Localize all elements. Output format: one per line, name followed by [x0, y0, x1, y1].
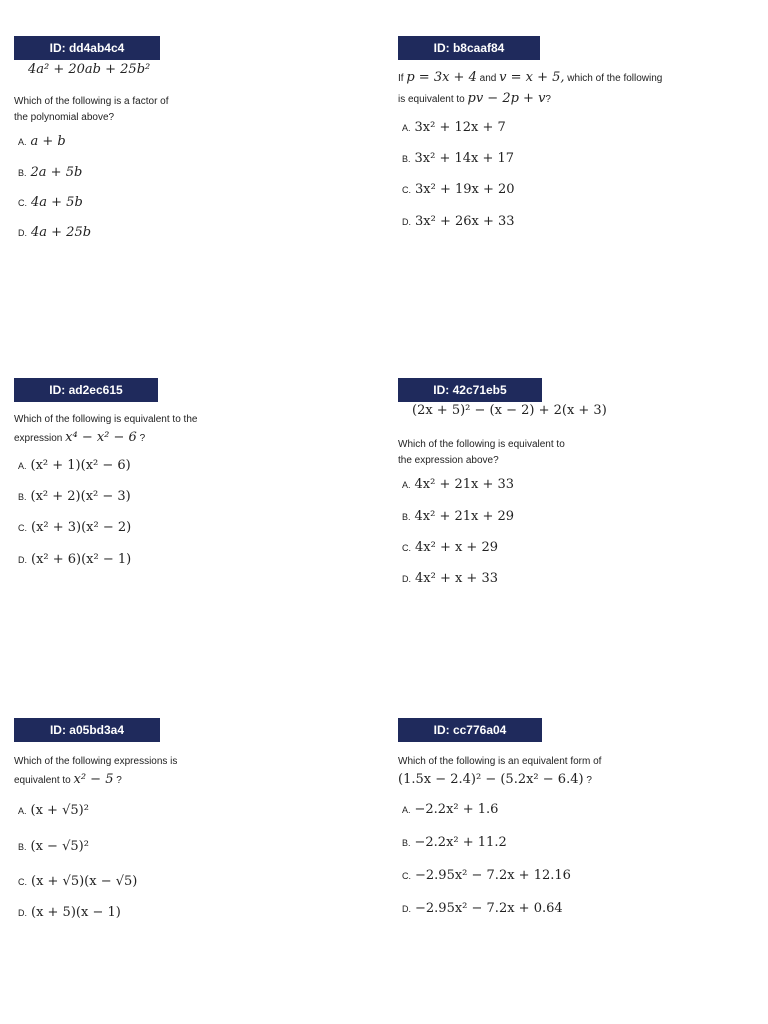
choice-letter: B. — [18, 842, 27, 852]
stem-line — [398, 70, 662, 87]
choice-value: (x + √5)(x − √5) — [31, 874, 138, 889]
choice-c[interactable] — [402, 868, 571, 883]
question-id-badge: ID: cc776a04 — [398, 718, 542, 742]
stem-text: is equivalent to — [398, 94, 465, 105]
choice-d[interactable] — [402, 214, 515, 229]
choice-letter: C. — [402, 543, 411, 553]
choice-letter: C. — [402, 871, 411, 881]
choice-letter: D. — [18, 908, 27, 918]
choice-letter: B. — [18, 168, 27, 178]
choice-letter: D. — [402, 574, 411, 584]
stem-text: ? — [116, 775, 122, 786]
choice-letter: B. — [402, 512, 411, 522]
question-id-badge: ID: dd4ab4c4 — [14, 36, 160, 60]
stem-line: Which of the following is an equivalent form of — [398, 756, 602, 767]
choice-a[interactable] — [402, 802, 498, 817]
choice-d[interactable] — [402, 901, 563, 916]
choice-value: (x + √5)² — [30, 803, 89, 818]
choice-letter: D. — [18, 228, 27, 238]
question-id-badge: ID: b8caaf84 — [398, 36, 540, 60]
choice-c[interactable] — [402, 182, 515, 197]
choice-b[interactable] — [402, 835, 507, 850]
stem-math: (1.5x − 2.4)² − (5.2x² − 6.4) — [398, 772, 584, 787]
choice-a[interactable] — [402, 120, 506, 135]
choice-b[interactable] — [402, 151, 514, 166]
choice-b[interactable] — [18, 165, 82, 180]
question-stem — [14, 412, 197, 447]
stem-line — [14, 772, 177, 789]
choice-letter: C. — [18, 877, 27, 887]
question-stem — [14, 754, 177, 789]
question-42c71eb5 — [398, 378, 758, 598]
choice-letter: A. — [18, 137, 27, 147]
stem-text: ? — [586, 775, 592, 786]
choice-value: 4x² + 21x + 33 — [414, 477, 515, 492]
choice-value: 4a + 25b — [31, 225, 92, 240]
choice-b[interactable] — [18, 489, 131, 504]
stem-math: p = 3x + 4 — [406, 70, 477, 85]
choice-value: a + b — [30, 134, 66, 149]
choice-a[interactable] — [18, 134, 66, 149]
choice-value: 3x² + 14x + 17 — [414, 151, 515, 166]
choice-value: −2.2x² + 1.6 — [414, 802, 499, 817]
stem-line — [14, 430, 197, 447]
stem-text: and — [479, 73, 497, 84]
choice-value: 4x² + 21x + 29 — [414, 509, 515, 524]
choice-letter: D. — [402, 217, 411, 227]
choice-value: (x² + 6)(x² − 1) — [31, 552, 132, 567]
question-id-badge: ID: 42c71eb5 — [398, 378, 542, 402]
stem-line: the polynomial above? — [14, 112, 115, 123]
choice-letter: B. — [18, 492, 27, 502]
choice-value: 4x² + x + 33 — [415, 571, 499, 586]
stem-line: the expression above? — [398, 455, 499, 466]
choice-letter: D. — [402, 904, 411, 914]
stem-text: ? — [545, 94, 551, 105]
question-stem — [14, 94, 169, 126]
question-ad2ec615 — [14, 378, 354, 598]
choice-letter: A. — [402, 805, 411, 815]
choice-value: 3x² + 19x + 20 — [415, 182, 515, 197]
stem-line: Which of the following is a factor of — [14, 96, 169, 107]
stem-text: expression — [14, 433, 63, 444]
choice-d[interactable] — [18, 905, 121, 920]
choice-value: (x² + 3)(x² − 2) — [31, 520, 132, 535]
question-stem — [398, 437, 565, 469]
choice-value: −2.2x² + 11.2 — [414, 835, 507, 850]
question-cc776a04 — [398, 718, 758, 938]
question-dd4ab4c4 — [14, 36, 354, 256]
question-stem — [398, 70, 662, 108]
choice-c[interactable] — [402, 540, 498, 555]
question-b8caaf84 — [398, 36, 758, 256]
stem-math: v = x + 5, — [499, 70, 565, 85]
choice-letter: A. — [402, 480, 411, 490]
choice-letter: C. — [18, 523, 27, 533]
stem-line: Which of the following is equivalent to the — [14, 414, 198, 425]
choice-c[interactable] — [18, 195, 83, 210]
stem-line — [398, 91, 662, 108]
stem-line: Which of the following is equivalent to — [398, 439, 565, 450]
choice-letter: B. — [402, 838, 411, 848]
choice-b[interactable] — [402, 509, 514, 524]
stem-math: x⁴ − x² − 6 — [65, 430, 137, 445]
stem-text: ? — [139, 433, 146, 444]
choice-value: −2.95x² − 7.2x + 12.16 — [415, 868, 571, 883]
choice-value: (x² + 2)(x² − 3) — [30, 489, 131, 504]
choice-value: 4a + 5b — [31, 195, 83, 210]
polynomial-expression: 4a² + 20ab + 25b² — [28, 62, 151, 77]
choice-letter: B. — [402, 154, 411, 164]
question-id-badge: ID: a05bd3a4 — [14, 718, 160, 742]
stem-line — [398, 772, 601, 789]
question-stem — [398, 754, 601, 789]
choice-letter: D. — [18, 555, 27, 565]
choice-a[interactable] — [402, 477, 514, 492]
choice-value: 3x² + 26x + 33 — [415, 214, 515, 229]
choice-letter: C. — [18, 198, 27, 208]
choice-d[interactable] — [18, 225, 91, 240]
choice-letter: C. — [402, 185, 411, 195]
stem-text: which of the following — [567, 73, 663, 84]
question-a05bd3a4 — [14, 718, 354, 938]
choice-c[interactable] — [18, 874, 137, 889]
choice-letter: A. — [402, 123, 411, 133]
choice-c[interactable] — [18, 520, 131, 535]
choice-d[interactable] — [402, 571, 498, 586]
stem-math: pv − 2p + v — [467, 91, 546, 106]
stem-math: x² − 5 — [73, 772, 114, 787]
choice-a[interactable] — [18, 803, 89, 818]
choice-value: (x + 5)(x − 1) — [31, 905, 121, 920]
choice-d[interactable] — [18, 552, 131, 567]
choice-value: (x² + 1)(x² − 6) — [30, 458, 131, 473]
choice-value: 3x² + 12x + 7 — [414, 120, 506, 135]
stem-text: If — [398, 73, 404, 84]
stem-text: equivalent to — [14, 775, 71, 786]
choice-letter: A. — [18, 806, 27, 816]
choice-value: −2.95x² − 7.2x + 0.64 — [415, 901, 563, 916]
stem-line: Which of the following expressions is — [14, 756, 178, 767]
choice-a[interactable] — [18, 458, 131, 473]
choice-letter: A. — [18, 461, 27, 471]
choice-value: 4x² + x + 29 — [415, 540, 499, 555]
choice-b[interactable] — [18, 839, 89, 854]
question-id-badge: ID: ad2ec615 — [14, 378, 158, 402]
header-expression: (2x + 5)² − (x − 2) + 2(x + 3) — [412, 403, 607, 418]
choice-value: 2a + 5b — [30, 165, 83, 180]
choice-value: (x − √5)² — [30, 839, 89, 854]
